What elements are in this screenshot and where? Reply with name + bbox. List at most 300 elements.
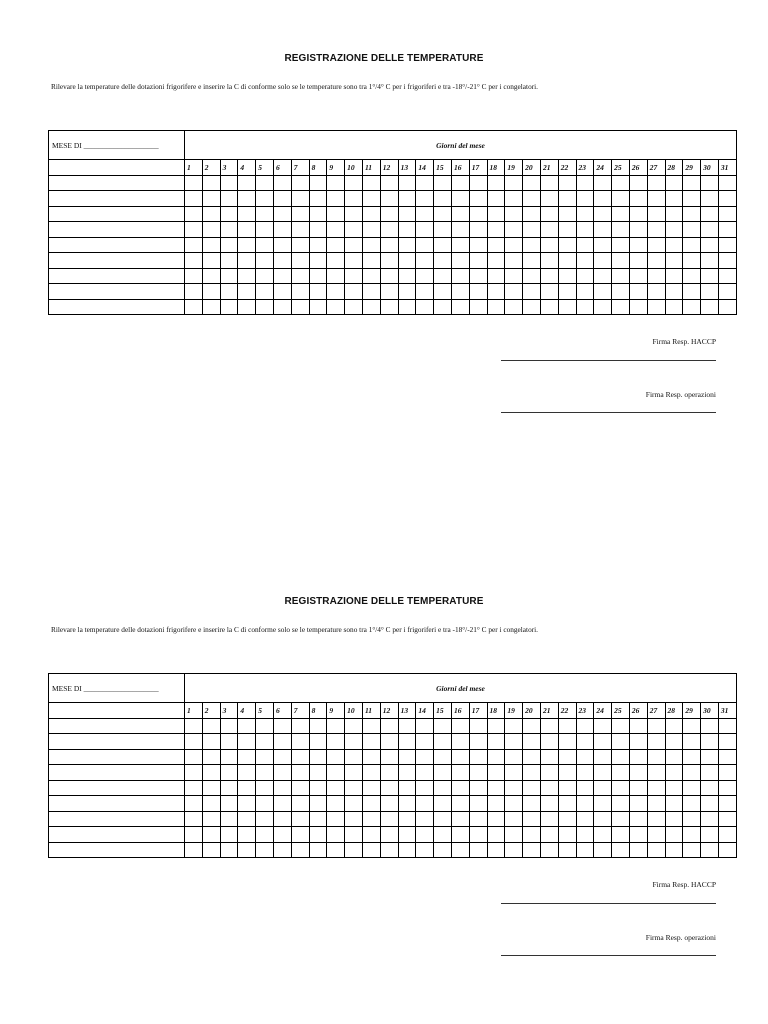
day-cell[interactable] <box>451 796 469 812</box>
day-cell[interactable] <box>701 842 719 858</box>
day-cell[interactable] <box>416 237 434 253</box>
device-name-cell[interactable] <box>49 206 185 222</box>
device-name-cell[interactable] <box>49 175 185 191</box>
day-cell[interactable] <box>398 780 416 796</box>
day-cell[interactable] <box>380 749 398 765</box>
day-cell[interactable] <box>327 749 345 765</box>
day-cell[interactable] <box>665 253 683 269</box>
day-cell[interactable] <box>558 222 576 238</box>
day-cell[interactable] <box>683 206 701 222</box>
day-cell[interactable] <box>345 299 363 315</box>
day-cell[interactable] <box>576 734 594 750</box>
day-cell[interactable] <box>345 811 363 827</box>
day-cell[interactable] <box>701 175 719 191</box>
day-cell[interactable] <box>416 191 434 207</box>
day-cell[interactable] <box>540 237 558 253</box>
day-cell[interactable] <box>665 718 683 734</box>
day-cell[interactable] <box>416 796 434 812</box>
day-cell[interactable] <box>291 237 309 253</box>
day-cell[interactable] <box>594 284 612 300</box>
day-cell[interactable] <box>309 718 327 734</box>
day-cell[interactable] <box>647 734 665 750</box>
day-cell[interactable] <box>291 222 309 238</box>
day-cell[interactable] <box>202 842 220 858</box>
day-cell[interactable] <box>701 237 719 253</box>
day-cell[interactable] <box>202 175 220 191</box>
day-cell[interactable] <box>523 749 541 765</box>
day-cell[interactable] <box>612 237 630 253</box>
day-cell[interactable] <box>345 827 363 843</box>
day-cell[interactable] <box>185 734 203 750</box>
day-cell[interactable] <box>362 765 380 781</box>
day-cell[interactable] <box>576 284 594 300</box>
day-cell[interactable] <box>345 718 363 734</box>
day-cell[interactable] <box>327 222 345 238</box>
day-cell[interactable] <box>505 268 523 284</box>
day-cell[interactable] <box>469 299 487 315</box>
day-cell[interactable] <box>416 749 434 765</box>
day-cell[interactable] <box>718 222 736 238</box>
day-cell[interactable] <box>576 222 594 238</box>
day-cell[interactable] <box>647 222 665 238</box>
day-cell[interactable] <box>345 780 363 796</box>
day-cell[interactable] <box>202 222 220 238</box>
day-cell[interactable] <box>469 765 487 781</box>
day-cell[interactable] <box>505 253 523 269</box>
day-cell[interactable] <box>327 811 345 827</box>
day-cell[interactable] <box>238 796 256 812</box>
signature-haccp-line[interactable] <box>501 360 716 361</box>
day-cell[interactable] <box>309 780 327 796</box>
day-cell[interactable] <box>469 718 487 734</box>
day-cell[interactable] <box>665 206 683 222</box>
day-cell[interactable] <box>398 796 416 812</box>
day-cell[interactable] <box>701 780 719 796</box>
day-cell[interactable] <box>309 175 327 191</box>
day-cell[interactable] <box>327 284 345 300</box>
day-cell[interactable] <box>540 842 558 858</box>
day-cell[interactable] <box>576 842 594 858</box>
day-cell[interactable] <box>362 206 380 222</box>
day-cell[interactable] <box>220 749 238 765</box>
day-cell[interactable] <box>185 299 203 315</box>
day-cell[interactable] <box>202 734 220 750</box>
day-cell[interactable] <box>273 749 291 765</box>
day-cell[interactable] <box>380 253 398 269</box>
day-cell[interactable] <box>416 811 434 827</box>
day-cell[interactable] <box>505 811 523 827</box>
day-cell[interactable] <box>220 718 238 734</box>
day-cell[interactable] <box>683 842 701 858</box>
day-cell[interactable] <box>487 734 505 750</box>
day-cell[interactable] <box>612 175 630 191</box>
day-cell[interactable] <box>434 827 452 843</box>
day-cell[interactable] <box>380 191 398 207</box>
day-cell[interactable] <box>345 206 363 222</box>
day-cell[interactable] <box>540 222 558 238</box>
day-cell[interactable] <box>291 842 309 858</box>
day-cell[interactable] <box>291 718 309 734</box>
device-name-cell[interactable] <box>49 284 185 300</box>
day-cell[interactable] <box>327 796 345 812</box>
day-cell[interactable] <box>362 237 380 253</box>
day-cell[interactable] <box>345 284 363 300</box>
day-cell[interactable] <box>327 253 345 269</box>
day-cell[interactable] <box>398 842 416 858</box>
day-cell[interactable] <box>256 827 274 843</box>
day-cell[interactable] <box>612 253 630 269</box>
day-cell[interactable] <box>273 734 291 750</box>
device-name-cell[interactable] <box>49 842 185 858</box>
device-name-cell[interactable] <box>49 703 185 719</box>
day-cell[interactable] <box>647 175 665 191</box>
day-cell[interactable] <box>185 811 203 827</box>
day-cell[interactable] <box>434 811 452 827</box>
day-cell[interactable] <box>540 734 558 750</box>
day-cell[interactable] <box>273 299 291 315</box>
day-cell[interactable] <box>718 780 736 796</box>
day-cell[interactable] <box>202 780 220 796</box>
day-cell[interactable] <box>523 796 541 812</box>
day-cell[interactable] <box>309 222 327 238</box>
day-cell[interactable] <box>540 191 558 207</box>
day-cell[interactable] <box>273 827 291 843</box>
day-cell[interactable] <box>576 796 594 812</box>
day-cell[interactable] <box>398 222 416 238</box>
day-cell[interactable] <box>629 718 647 734</box>
day-cell[interactable] <box>327 842 345 858</box>
day-cell[interactable] <box>202 253 220 269</box>
day-cell[interactable] <box>185 796 203 812</box>
day-cell[interactable] <box>576 299 594 315</box>
day-cell[interactable] <box>327 237 345 253</box>
day-cell[interactable] <box>487 268 505 284</box>
day-cell[interactable] <box>523 734 541 750</box>
day-cell[interactable] <box>238 827 256 843</box>
day-cell[interactable] <box>523 206 541 222</box>
day-cell[interactable] <box>451 749 469 765</box>
day-cell[interactable] <box>434 191 452 207</box>
day-cell[interactable] <box>612 749 630 765</box>
day-cell[interactable] <box>701 827 719 843</box>
day-cell[interactable] <box>327 191 345 207</box>
day-cell[interactable] <box>487 842 505 858</box>
day-cell[interactable] <box>309 842 327 858</box>
day-cell[interactable] <box>629 268 647 284</box>
day-cell[interactable] <box>451 780 469 796</box>
day-cell[interactable] <box>469 811 487 827</box>
day-cell[interactable] <box>594 718 612 734</box>
day-cell[interactable] <box>665 765 683 781</box>
day-cell[interactable] <box>558 206 576 222</box>
day-cell[interactable] <box>434 284 452 300</box>
day-cell[interactable] <box>576 268 594 284</box>
day-cell[interactable] <box>451 175 469 191</box>
day-cell[interactable] <box>398 734 416 750</box>
day-cell[interactable] <box>647 237 665 253</box>
day-cell[interactable] <box>451 811 469 827</box>
day-cell[interactable] <box>256 780 274 796</box>
day-cell[interactable] <box>327 175 345 191</box>
day-cell[interactable] <box>647 718 665 734</box>
day-cell[interactable] <box>291 796 309 812</box>
day-cell[interactable] <box>594 253 612 269</box>
day-cell[interactable] <box>505 842 523 858</box>
day-cell[interactable] <box>309 796 327 812</box>
day-cell[interactable] <box>558 175 576 191</box>
day-cell[interactable] <box>451 842 469 858</box>
day-cell[interactable] <box>487 780 505 796</box>
day-cell[interactable] <box>701 253 719 269</box>
day-cell[interactable] <box>416 765 434 781</box>
day-cell[interactable] <box>718 191 736 207</box>
day-cell[interactable] <box>398 765 416 781</box>
day-cell[interactable] <box>629 734 647 750</box>
day-cell[interactable] <box>434 253 452 269</box>
day-cell[interactable] <box>398 206 416 222</box>
day-cell[interactable] <box>629 827 647 843</box>
day-cell[interactable] <box>469 284 487 300</box>
day-cell[interactable] <box>505 206 523 222</box>
day-cell[interactable] <box>523 253 541 269</box>
day-cell[interactable] <box>540 780 558 796</box>
device-name-cell[interactable] <box>49 827 185 843</box>
day-cell[interactable] <box>594 268 612 284</box>
day-cell[interactable] <box>434 299 452 315</box>
day-cell[interactable] <box>291 749 309 765</box>
day-cell[interactable] <box>256 237 274 253</box>
day-cell[interactable] <box>202 206 220 222</box>
day-cell[interactable] <box>683 827 701 843</box>
day-cell[interactable] <box>434 749 452 765</box>
day-cell[interactable] <box>665 237 683 253</box>
day-cell[interactable] <box>594 796 612 812</box>
day-cell[interactable] <box>469 191 487 207</box>
day-cell[interactable] <box>612 222 630 238</box>
day-cell[interactable] <box>398 749 416 765</box>
day-cell[interactable] <box>238 222 256 238</box>
day-cell[interactable] <box>291 191 309 207</box>
day-cell[interactable] <box>718 206 736 222</box>
device-name-cell[interactable] <box>49 253 185 269</box>
day-cell[interactable] <box>185 268 203 284</box>
day-cell[interactable] <box>469 827 487 843</box>
day-cell[interactable] <box>380 222 398 238</box>
day-cell[interactable] <box>256 268 274 284</box>
day-cell[interactable] <box>362 718 380 734</box>
day-cell[interactable] <box>434 734 452 750</box>
day-cell[interactable] <box>665 175 683 191</box>
day-cell[interactable] <box>345 175 363 191</box>
day-cell[interactable] <box>718 718 736 734</box>
day-cell[interactable] <box>647 206 665 222</box>
day-cell[interactable] <box>718 284 736 300</box>
day-cell[interactable] <box>612 796 630 812</box>
day-cell[interactable] <box>451 299 469 315</box>
day-cell[interactable] <box>309 299 327 315</box>
day-cell[interactable] <box>505 299 523 315</box>
day-cell[interactable] <box>398 827 416 843</box>
day-cell[interactable] <box>629 191 647 207</box>
day-cell[interactable] <box>594 842 612 858</box>
day-cell[interactable] <box>594 749 612 765</box>
day-cell[interactable] <box>220 175 238 191</box>
day-cell[interactable] <box>469 175 487 191</box>
day-cell[interactable] <box>612 284 630 300</box>
day-cell[interactable] <box>629 206 647 222</box>
day-cell[interactable] <box>220 780 238 796</box>
day-cell[interactable] <box>256 299 274 315</box>
day-cell[interactable] <box>202 811 220 827</box>
day-cell[interactable] <box>362 796 380 812</box>
day-cell[interactable] <box>523 284 541 300</box>
day-cell[interactable] <box>558 268 576 284</box>
day-cell[interactable] <box>505 284 523 300</box>
day-cell[interactable] <box>185 222 203 238</box>
day-cell[interactable] <box>558 842 576 858</box>
day-cell[interactable] <box>647 780 665 796</box>
day-cell[interactable] <box>683 749 701 765</box>
day-cell[interactable] <box>701 811 719 827</box>
day-cell[interactable] <box>345 749 363 765</box>
day-cell[interactable] <box>291 268 309 284</box>
day-cell[interactable] <box>540 268 558 284</box>
day-cell[interactable] <box>505 222 523 238</box>
day-cell[interactable] <box>238 175 256 191</box>
day-cell[interactable] <box>238 284 256 300</box>
device-name-cell[interactable] <box>49 749 185 765</box>
day-cell[interactable] <box>220 765 238 781</box>
day-cell[interactable] <box>220 268 238 284</box>
day-cell[interactable] <box>362 299 380 315</box>
day-cell[interactable] <box>434 765 452 781</box>
day-cell[interactable] <box>309 237 327 253</box>
day-cell[interactable] <box>380 796 398 812</box>
day-cell[interactable] <box>291 253 309 269</box>
day-cell[interactable] <box>718 253 736 269</box>
day-cell[interactable] <box>469 734 487 750</box>
day-cell[interactable] <box>647 749 665 765</box>
day-cell[interactable] <box>380 811 398 827</box>
day-cell[interactable] <box>291 811 309 827</box>
day-cell[interactable] <box>683 191 701 207</box>
day-cell[interactable] <box>612 718 630 734</box>
day-cell[interactable] <box>416 842 434 858</box>
day-cell[interactable] <box>629 796 647 812</box>
day-cell[interactable] <box>273 237 291 253</box>
day-cell[interactable] <box>683 237 701 253</box>
day-cell[interactable] <box>612 268 630 284</box>
day-cell[interactable] <box>434 175 452 191</box>
day-cell[interactable] <box>202 796 220 812</box>
day-cell[interactable] <box>487 253 505 269</box>
day-cell[interactable] <box>718 827 736 843</box>
day-cell[interactable] <box>434 780 452 796</box>
day-cell[interactable] <box>202 718 220 734</box>
day-cell[interactable] <box>185 237 203 253</box>
day-cell[interactable] <box>345 842 363 858</box>
day-cell[interactable] <box>665 780 683 796</box>
day-cell[interactable] <box>256 206 274 222</box>
day-cell[interactable] <box>576 765 594 781</box>
day-cell[interactable] <box>647 253 665 269</box>
day-cell[interactable] <box>594 237 612 253</box>
day-cell[interactable] <box>665 842 683 858</box>
day-cell[interactable] <box>398 237 416 253</box>
day-cell[interactable] <box>683 765 701 781</box>
day-cell[interactable] <box>558 811 576 827</box>
day-cell[interactable] <box>665 796 683 812</box>
day-cell[interactable] <box>629 284 647 300</box>
device-name-cell[interactable] <box>49 780 185 796</box>
day-cell[interactable] <box>523 222 541 238</box>
day-cell[interactable] <box>202 749 220 765</box>
day-cell[interactable] <box>345 191 363 207</box>
day-cell[interactable] <box>380 827 398 843</box>
day-cell[interactable] <box>612 734 630 750</box>
day-cell[interactable] <box>576 253 594 269</box>
day-cell[interactable] <box>185 175 203 191</box>
day-cell[interactable] <box>185 191 203 207</box>
day-cell[interactable] <box>718 842 736 858</box>
day-cell[interactable] <box>629 842 647 858</box>
day-cell[interactable] <box>309 253 327 269</box>
day-cell[interactable] <box>345 765 363 781</box>
day-cell[interactable] <box>683 811 701 827</box>
day-cell[interactable] <box>469 268 487 284</box>
day-cell[interactable] <box>434 842 452 858</box>
day-cell[interactable] <box>612 842 630 858</box>
day-cell[interactable] <box>701 191 719 207</box>
day-cell[interactable] <box>505 796 523 812</box>
day-cell[interactable] <box>327 765 345 781</box>
day-cell[interactable] <box>523 811 541 827</box>
day-cell[interactable] <box>327 718 345 734</box>
day-cell[interactable] <box>505 827 523 843</box>
day-cell[interactable] <box>327 734 345 750</box>
day-cell[interactable] <box>291 780 309 796</box>
day-cell[interactable] <box>505 175 523 191</box>
day-cell[interactable] <box>665 222 683 238</box>
day-cell[interactable] <box>362 827 380 843</box>
day-cell[interactable] <box>398 253 416 269</box>
day-cell[interactable] <box>451 718 469 734</box>
day-cell[interactable] <box>665 811 683 827</box>
day-cell[interactable] <box>256 796 274 812</box>
day-cell[interactable] <box>256 284 274 300</box>
day-cell[interactable] <box>309 734 327 750</box>
day-cell[interactable] <box>238 765 256 781</box>
day-cell[interactable] <box>185 284 203 300</box>
day-cell[interactable] <box>273 268 291 284</box>
day-cell[interactable] <box>665 191 683 207</box>
day-cell[interactable] <box>576 827 594 843</box>
day-cell[interactable] <box>202 191 220 207</box>
day-cell[interactable] <box>523 780 541 796</box>
day-cell[interactable] <box>220 206 238 222</box>
day-cell[interactable] <box>469 222 487 238</box>
day-cell[interactable] <box>273 796 291 812</box>
day-cell[interactable] <box>451 284 469 300</box>
day-cell[interactable] <box>594 827 612 843</box>
day-cell[interactable] <box>345 268 363 284</box>
day-cell[interactable] <box>256 734 274 750</box>
day-cell[interactable] <box>701 284 719 300</box>
day-cell[interactable] <box>291 284 309 300</box>
day-cell[interactable] <box>683 268 701 284</box>
day-cell[interactable] <box>469 253 487 269</box>
day-cell[interactable] <box>612 780 630 796</box>
